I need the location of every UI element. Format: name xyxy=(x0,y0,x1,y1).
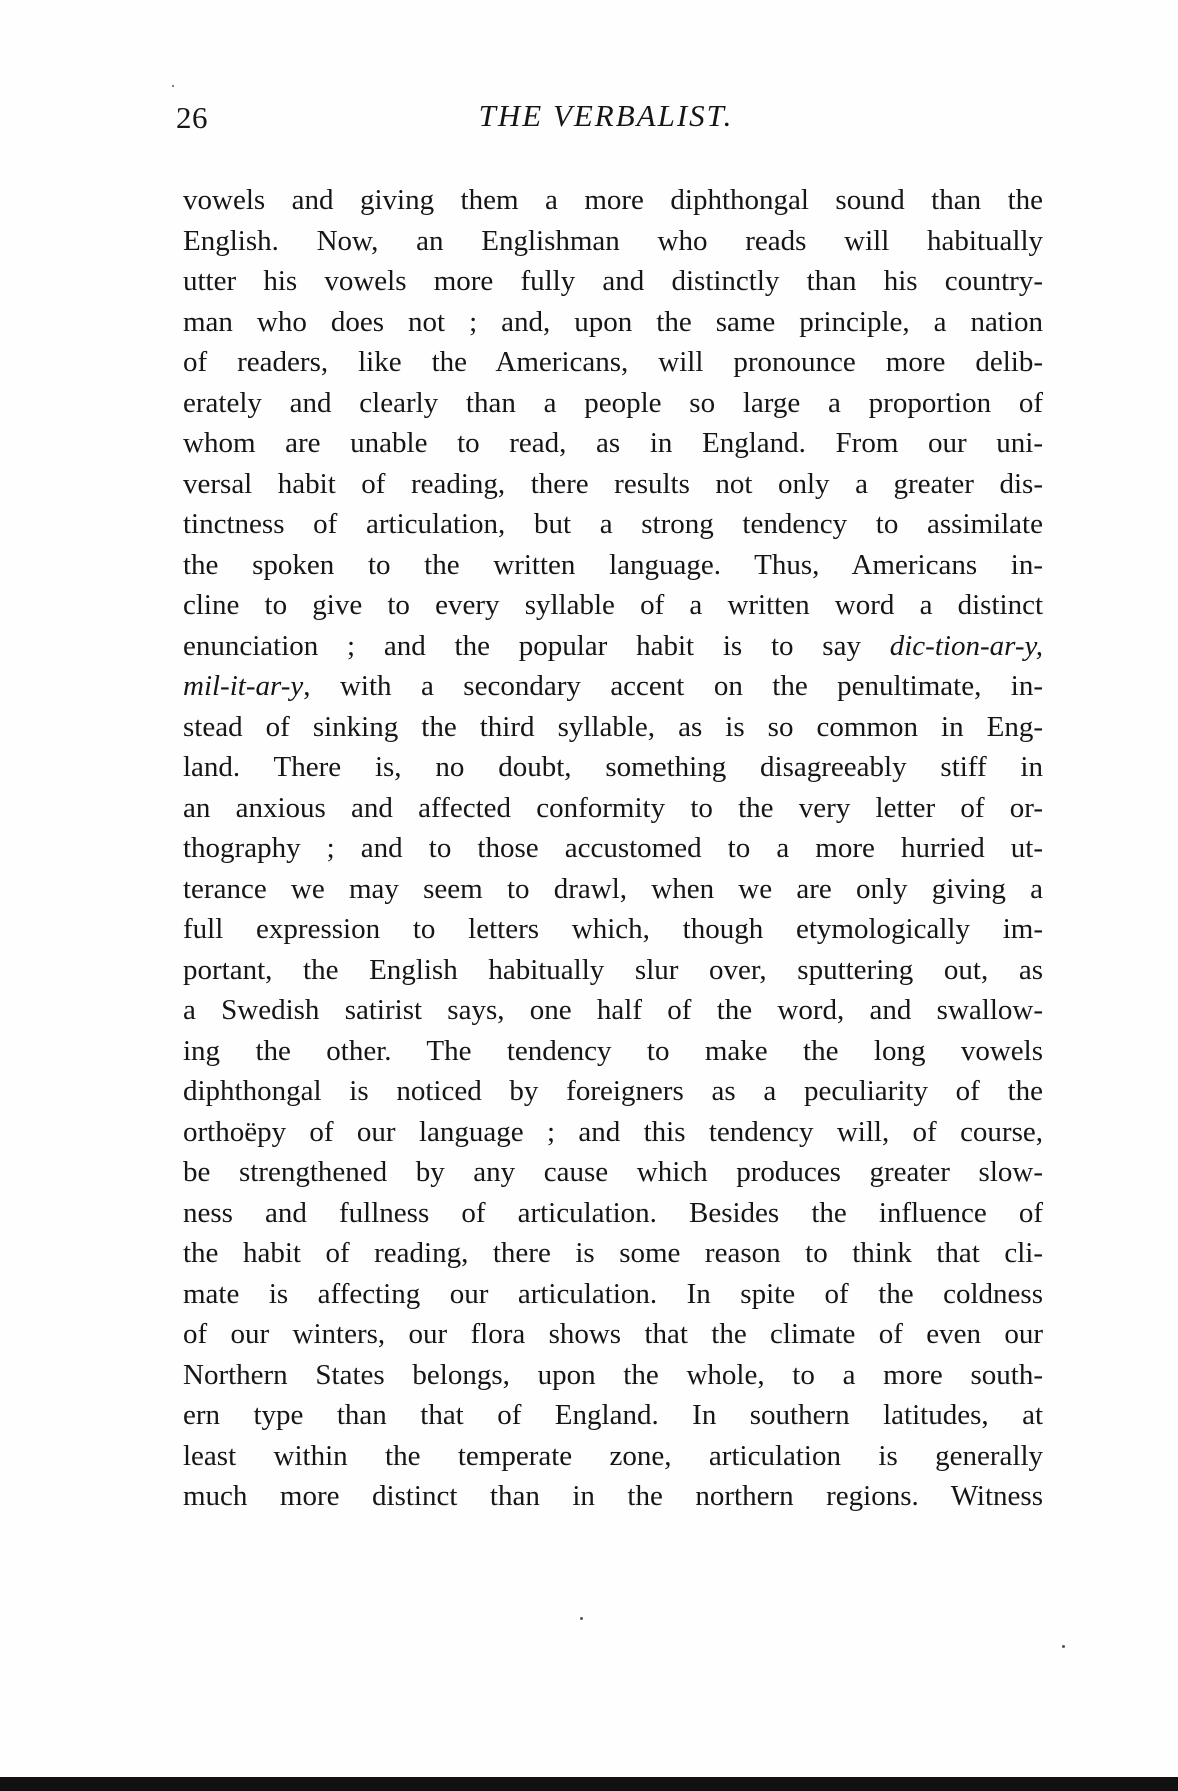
italic-word: dic-tion-ar-y, xyxy=(889,629,1043,662)
text-line: much more distinct than in the northern regions. Witness xyxy=(183,1480,1043,1512)
text-line: cline to give to every syllable of a written word a distinct xyxy=(183,589,1043,621)
body-text xyxy=(183,180,1043,1517)
text-line: portant, the English habitually slur over, sputtering out, as xyxy=(183,953,1043,986)
text-line: man who does not ; and, upon the same principle, a nation xyxy=(183,305,1043,338)
text-line: full expression to letters which, though etymologically im- xyxy=(183,913,1043,945)
text-line: the spoken to the written language. Thus, Americans in- xyxy=(183,548,1043,581)
paper-speck xyxy=(1062,1645,1065,1648)
page-header xyxy=(176,98,1036,144)
text-line xyxy=(183,666,1043,707)
running-title: THE VERBALIST. xyxy=(478,98,734,133)
text-line: versal habit of reading, there results not only a greater dis- xyxy=(183,467,1043,500)
text-line: terance we may seem to drawl, when we are only giving a xyxy=(183,872,1043,905)
text-line: vowels and giving them a more diphthongal sound than the xyxy=(183,184,1043,216)
text-line xyxy=(183,626,1043,667)
text-line: thography ; and to those accustomed to a more hurried ut- xyxy=(183,832,1043,864)
text-segment: , with a secondary accent on the penultimate, in- xyxy=(303,670,1043,702)
italic-word: mil-it-ar-y xyxy=(183,670,304,702)
text-line: tinctness of articulation, but a strong tendency to assimilate xyxy=(183,508,1043,540)
text-line: English. Now, an Englishman who reads will habitually xyxy=(183,224,1043,257)
text-line: be strengthened by any cause which produces greater slow- xyxy=(183,1156,1043,1188)
scan-bottom-edge xyxy=(0,1777,1178,1791)
text-line: orthoëpy of our language ; and this tendency will, of course, xyxy=(183,1115,1043,1148)
text-segment: enunciation ; and the popular habit is to say xyxy=(183,629,890,662)
paper-speck xyxy=(580,1617,583,1620)
text-line: utter his vowels more fully and distinctly than his country- xyxy=(183,265,1043,297)
text-line: diphthongal is noticed by foreigners as a peculiarity of the xyxy=(183,1075,1043,1107)
text-line: of our winters, our flora shows that the climate of even our xyxy=(183,1318,1043,1350)
text-line: ness and fullness of articulation. Besides the influence of xyxy=(183,1196,1043,1229)
text-line: an anxious and affected conformity to the very letter of or- xyxy=(183,791,1043,824)
text-line: least within the temperate zone, articulation is generally xyxy=(183,1439,1043,1472)
text-line: stead of sinking the third syllable, as is so common in Eng- xyxy=(183,710,1043,743)
text-line: erately and clearly than a people so large a proportion of xyxy=(183,386,1043,419)
text-line: mate is affecting our articulation. In spite of the coldness xyxy=(183,1277,1043,1310)
page-number: 26 xyxy=(176,100,208,135)
text-line: ing the other. The tendency to make the long vowels xyxy=(183,1034,1043,1067)
paper-speck xyxy=(172,85,174,87)
text-line: land. There is, no doubt, something disagreeably stiff in xyxy=(183,751,1043,783)
text-line: of readers, like the Americans, will pronounce more delib- xyxy=(183,346,1043,378)
text-line: a Swedish satirist says, one half of the word, and swallow- xyxy=(183,994,1043,1026)
text-line: the habit of reading, there is some reason to think that cli- xyxy=(183,1237,1043,1269)
text-line: ern type than that of England. In southern latitudes, at xyxy=(183,1399,1043,1431)
text-line: whom are unable to read, as in England. From our uni- xyxy=(183,427,1043,459)
text-line: Northern States belongs, upon the whole, to a more south- xyxy=(183,1358,1043,1391)
